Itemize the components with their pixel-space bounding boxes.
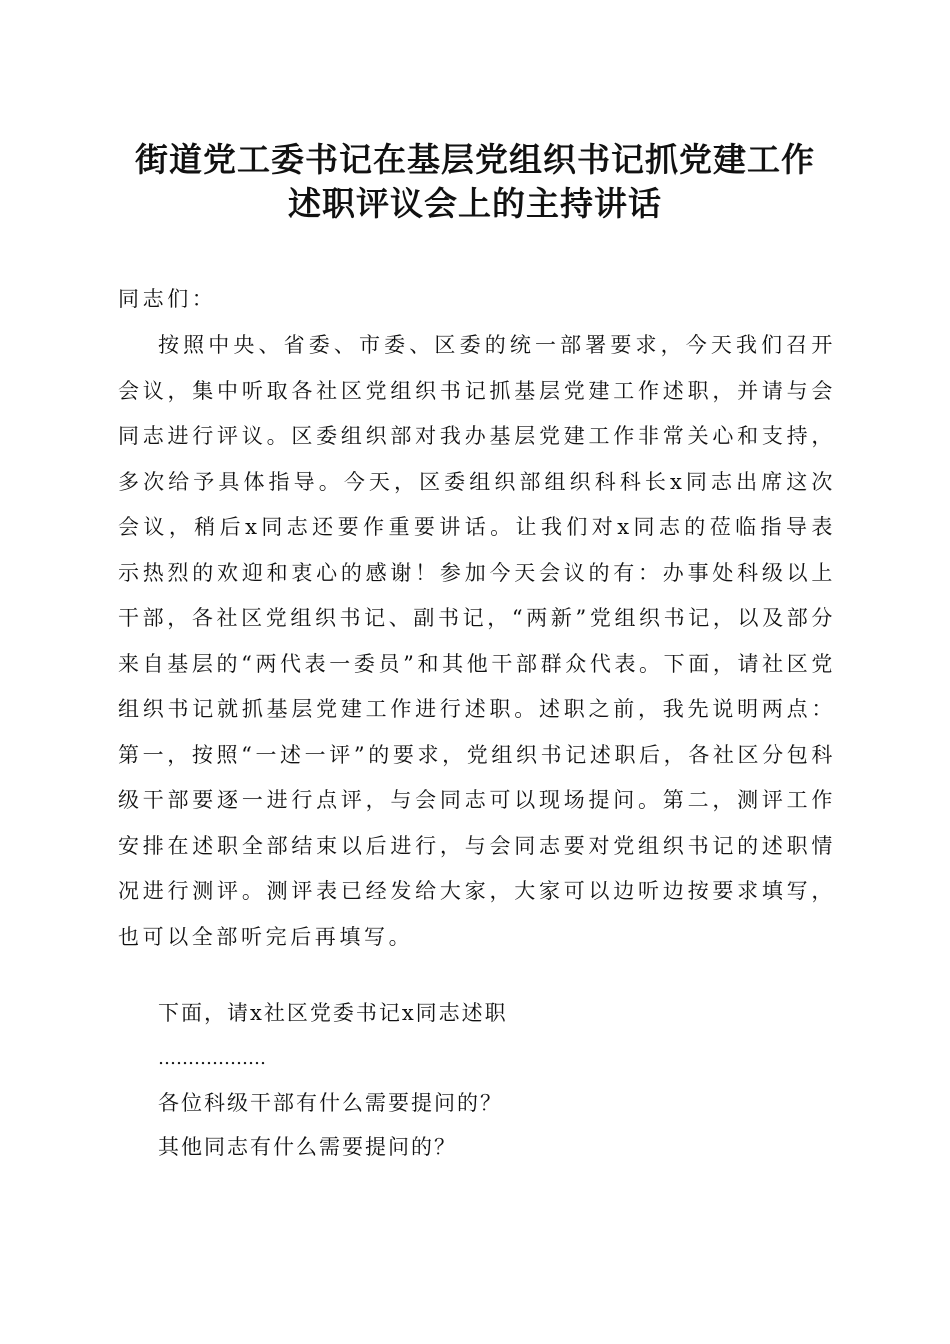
document-title-line-2: 述职评议会上的主持讲话 [288, 184, 662, 223]
salutation: 同志们： [118, 287, 217, 311]
ellipsis-line: ……………… [158, 1048, 266, 1069]
next-speaker-line: 下面，请x社区党委书记x同志述职 [158, 1001, 508, 1025]
question-others-line: 其他同志有什么需要提问的？ [158, 1135, 457, 1159]
main-paragraph: 按照中央、省委、市委、区委的统一部署要求，今天我们召开会议，集中听取各社区党组织书记抓基层党建工作述职，并请与会同志进行评议。区委组织部对我办基层党建工作非常关心和支持，多次给予具体指导。今天，区委组织部组织科科长x同志出席这次会议，稍后x同志还要作重要讲话。让我们对x同志的莅临指导表示热烈的欢迎和衷心的感谢！参加今天会议的有：办事处科级以上干部，各社区党组织书记、副书记，“两新”党组织书记，以及部分来自基层的“两代表一委员”和其他干部群众代表。下面，请社区党组织书记就抓基层党建工作进行述职。述职之前，我先说明两点：第一，按照“一述一评”的要求，党组织书记述职后，各社区分包科级干部要逐一进行点评，与会同志可以现场提问。第二，测评工作安排在述职全部结束以后进行，与会同志要对党组织书记的述职情况进行测评。测评表已经发给大家，大家可以边听边按要求填写，也可以全部听完后再填写。 [118, 333, 836, 949]
question-cadres-line: 各位科级干部有什么需要提问的？ [158, 1091, 503, 1115]
document-title-line-1: 街道党工委书记在基层党组织书记抓党建工作 [135, 140, 815, 179]
